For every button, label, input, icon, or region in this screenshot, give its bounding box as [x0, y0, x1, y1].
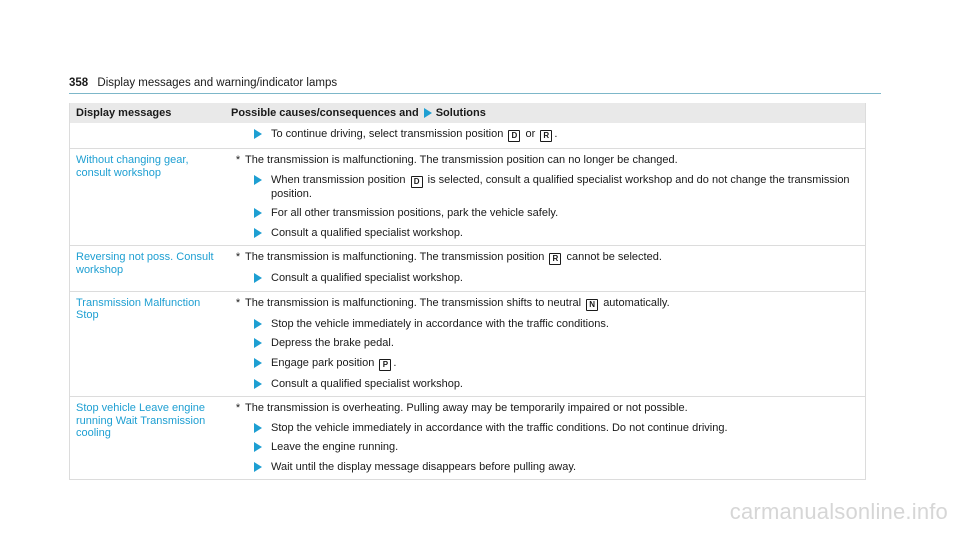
arrow-right-icon — [254, 228, 262, 238]
step-text-part: To continue driving, select transmission position — [271, 128, 504, 140]
solution-step — [253, 357, 857, 371]
cause-description: The transmission is overheating. Pulling away may be temporarily impaired or not possible. — [245, 402, 688, 414]
solution-cell — [228, 246, 865, 291]
step-text-part: When transmission position — [271, 173, 406, 186]
step-text: Consult a qualified specialist workshop. — [271, 272, 463, 284]
step-text — [271, 357, 396, 371]
cause-text-part: cannot be selected. — [566, 251, 662, 263]
cause-text — [231, 251, 857, 265]
table-row — [70, 123, 865, 149]
step-text: Consult a qualified specialist workshop. — [271, 377, 463, 390]
cause-text — [231, 402, 857, 415]
col-header-solutions-label: Solutions — [435, 106, 486, 119]
step-text-part: is selected, consult a qualified specialist workshop and do not change the transmission position. — [271, 173, 850, 200]
arrow-right-icon — [254, 379, 262, 389]
solution-step — [253, 318, 857, 331]
step-text-part: . — [393, 356, 397, 369]
step-text-part: or — [525, 128, 536, 140]
step-text — [271, 128, 557, 142]
arrow-right-icon — [254, 423, 262, 433]
solution-step — [253, 422, 857, 435]
solution-step — [253, 441, 857, 454]
solution-step — [253, 174, 857, 201]
col-header-causes-label: Possible causes/consequences and — [231, 106, 419, 119]
message-cell: Transmission Malfunction Stop — [76, 296, 201, 321]
page-title: Display messages and warning/indicator lamps — [97, 77, 338, 89]
table-row — [70, 149, 865, 246]
message-cell: Without changing gear, consult workshop — [76, 154, 189, 179]
solution-cell — [228, 149, 865, 245]
col-header-display-messages: Display messages — [76, 106, 172, 119]
solution-cell — [228, 123, 865, 148]
solution-step — [253, 207, 857, 220]
gear-key-r: R — [549, 253, 561, 265]
solution-step — [253, 128, 857, 142]
gear-key-d: D — [508, 130, 520, 142]
message-cell: Reversing not poss. Consult workshop — [76, 251, 214, 276]
cause-text-part: The transmission is malfunctioning. The transmission position — [245, 251, 545, 263]
arrow-right-icon — [424, 108, 432, 118]
arrow-right-icon — [254, 338, 262, 348]
solution-step — [253, 378, 857, 391]
arrow-right-icon — [254, 129, 262, 139]
message-cell: Stop vehicle Leave engine running Wait Transmission cooling — [76, 402, 206, 439]
table-row — [70, 292, 865, 398]
gear-key-n: N — [586, 299, 598, 311]
solution-cell — [228, 292, 865, 397]
cause-description: The transmission is malfunctioning. The transmission position can no longer be changed. — [245, 154, 678, 166]
table-row — [70, 397, 865, 480]
watermark: carmanualsonline.info — [729, 499, 948, 524]
table-header — [70, 103, 865, 123]
step-text: For all other transmission positions, park the vehicle safely. — [271, 207, 559, 219]
step-text-part: Engage park position — [271, 356, 375, 369]
arrow-right-icon — [254, 358, 262, 368]
solution-step — [253, 227, 857, 240]
arrow-right-icon — [254, 175, 262, 185]
table-row — [70, 246, 865, 292]
gear-key-p: P — [379, 359, 391, 371]
step-text — [271, 174, 857, 201]
cause-text-part: The transmission is malfunctioning. The transmission shifts to neutral — [245, 296, 582, 309]
cause-description — [245, 251, 662, 265]
solution-step — [253, 461, 857, 474]
step-text: Consult a qualified specialist workshop. — [271, 226, 463, 239]
solution-step — [253, 272, 857, 285]
star-marker: * — [235, 296, 241, 309]
arrow-right-icon — [254, 273, 262, 283]
arrow-right-icon — [254, 462, 262, 472]
solution-step — [253, 337, 857, 350]
display-messages-table — [69, 103, 866, 480]
page-number: 358 — [69, 77, 89, 89]
step-text: Leave the engine running. — [271, 441, 399, 453]
page-header — [69, 76, 881, 94]
cause-description — [245, 297, 670, 311]
cause-text — [231, 154, 857, 167]
message-cell — [70, 123, 228, 148]
col-header-causes-solutions — [228, 107, 865, 120]
step-text: Stop the vehicle immediately in accordance with the traffic conditions. Do not continue driving. — [271, 421, 728, 434]
gear-key-r: R — [540, 130, 552, 142]
star-marker: * — [235, 402, 241, 414]
step-text: Stop the vehicle immediately in accordance with the traffic conditions. — [271, 317, 609, 330]
arrow-right-icon — [254, 319, 262, 329]
arrow-right-icon — [254, 442, 262, 452]
star-marker: * — [235, 251, 241, 263]
step-text: Depress the brake pedal. — [271, 337, 394, 349]
step-text-part: . — [554, 128, 558, 140]
arrow-right-icon — [254, 208, 262, 218]
step-text: Wait until the display message disappears before pulling away. — [271, 460, 577, 473]
gear-key-d: D — [411, 176, 423, 188]
solution-cell — [228, 397, 865, 479]
cause-text-part: automatically. — [603, 296, 670, 309]
star-marker: * — [235, 154, 241, 166]
cause-text — [231, 297, 857, 311]
